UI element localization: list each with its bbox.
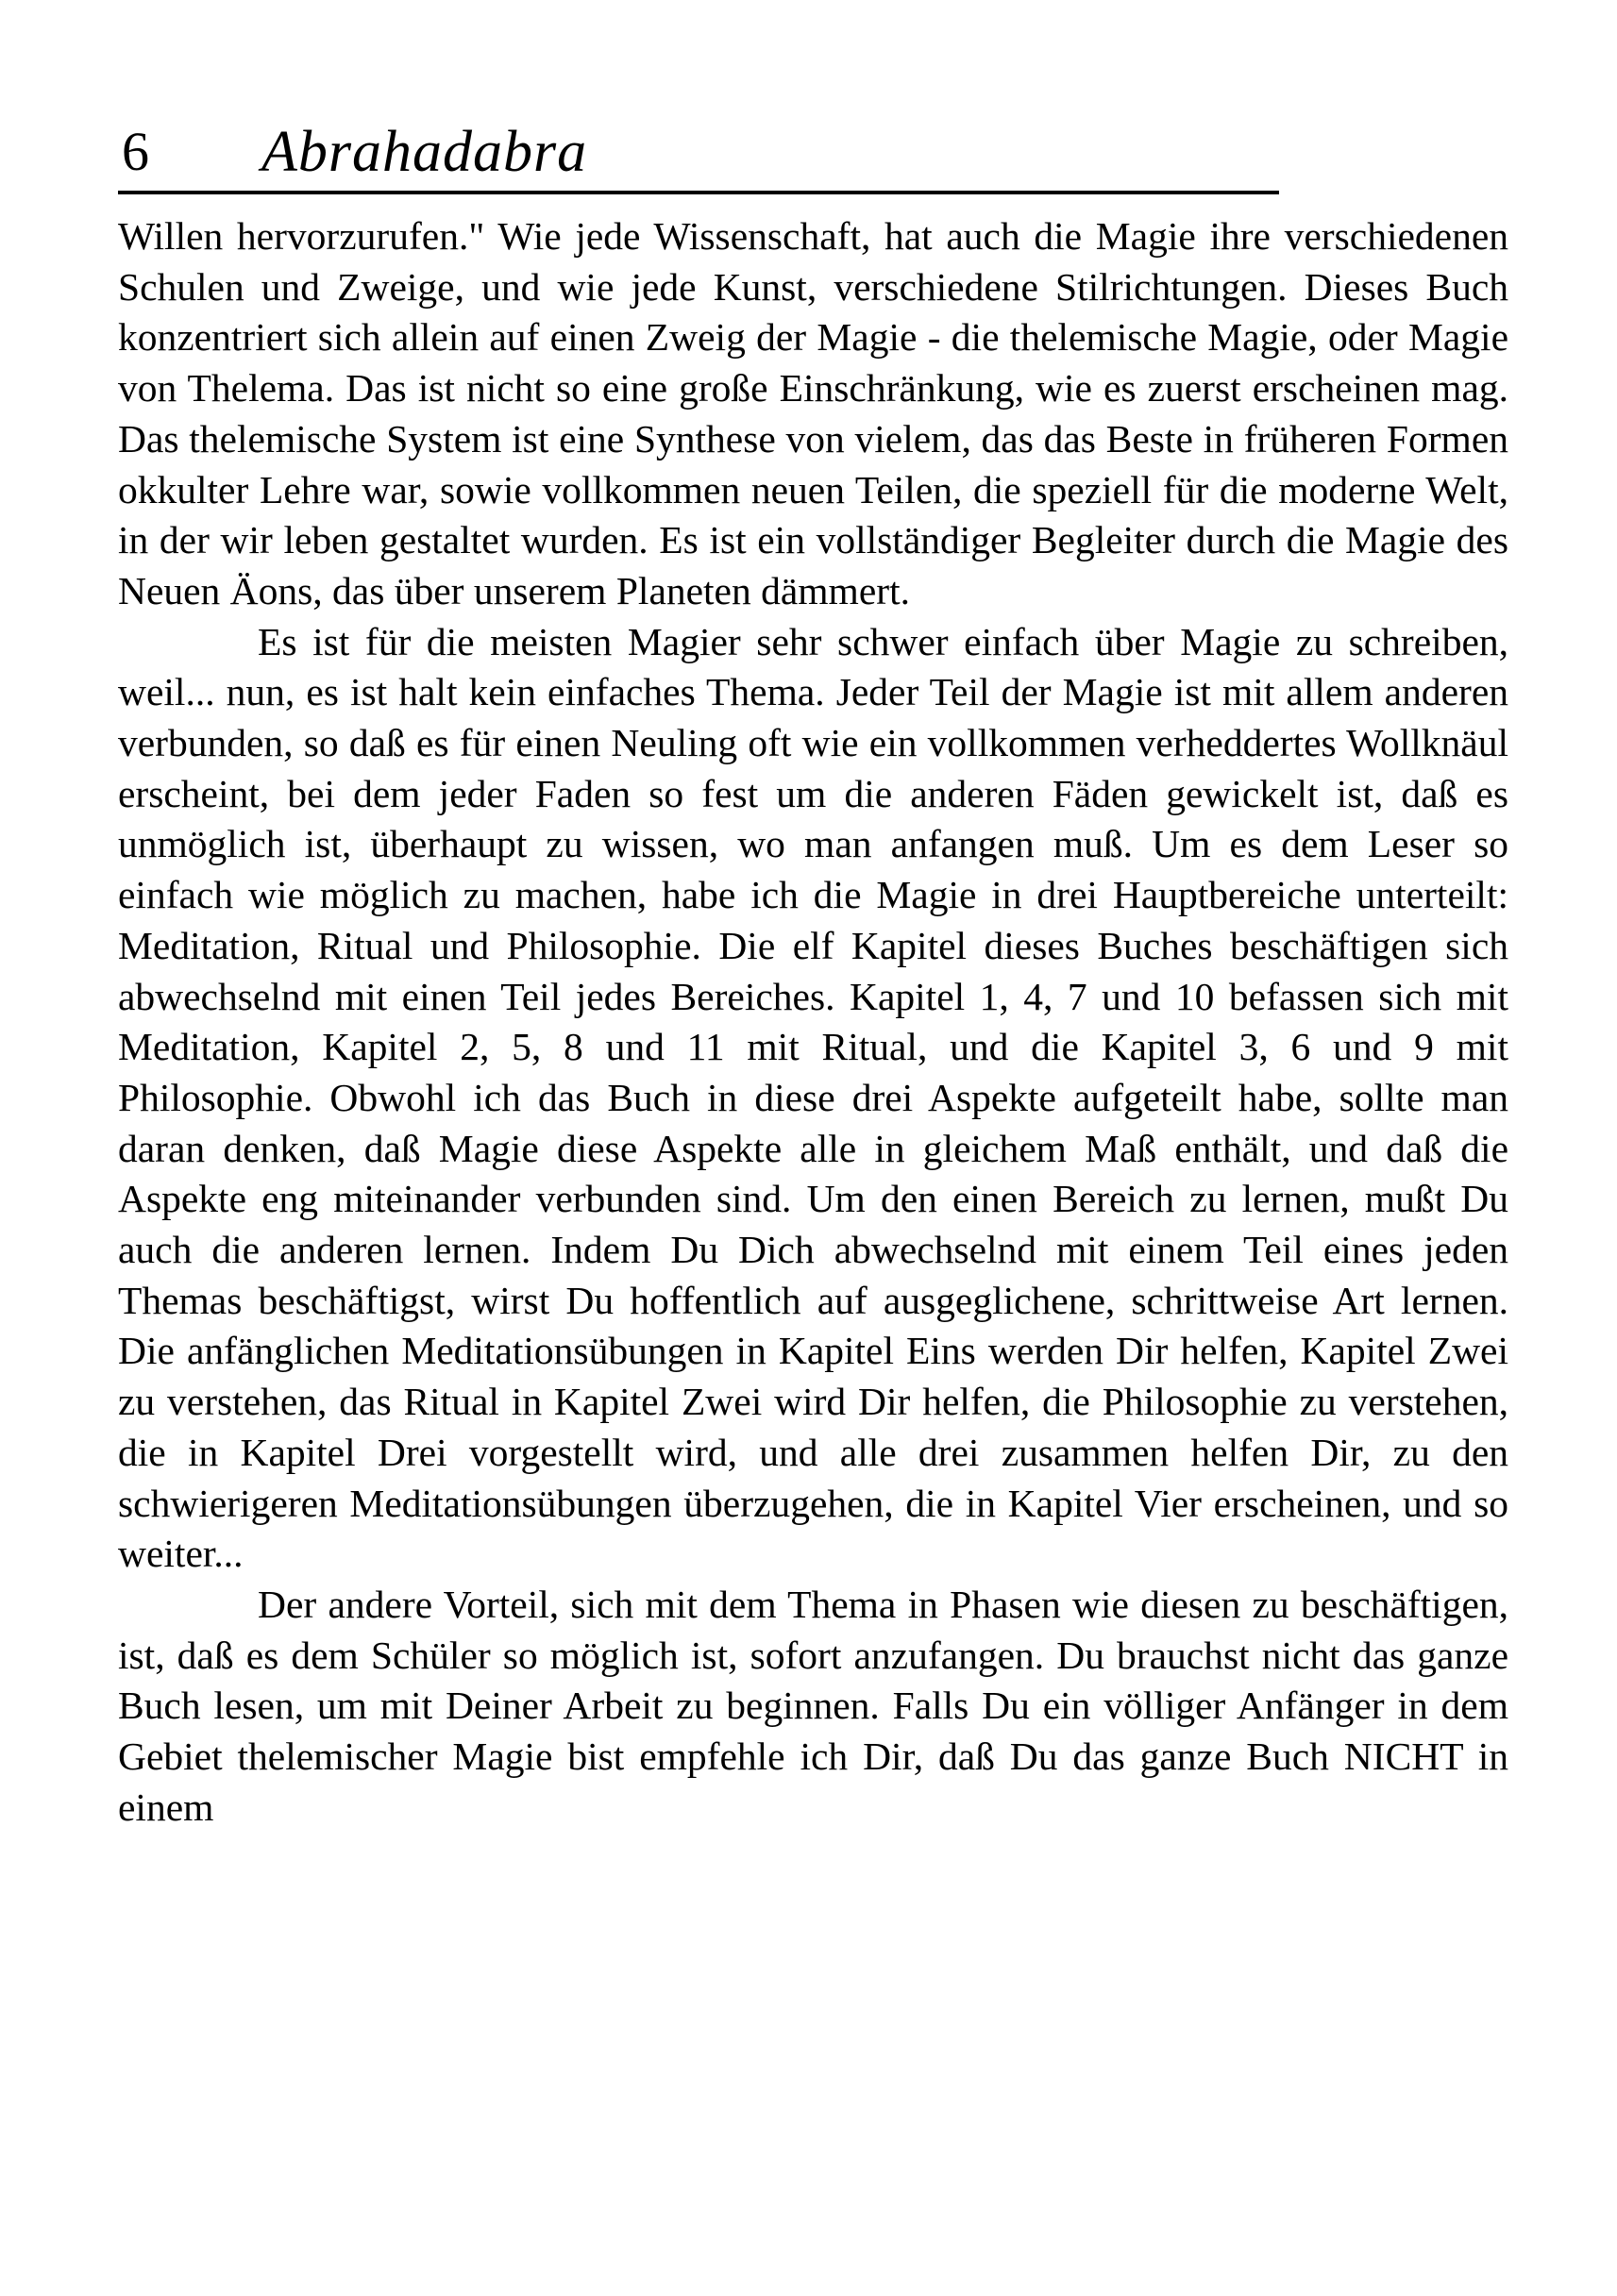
header-rule [118,191,1279,194]
page-header [118,111,1279,194]
paragraph-continued: Willen hervorzurufen." Wie jede Wissenschaft, hat auch die Magie ihre verschiedenen Schulen und Zweige, und wie jede Kunst, verschiedene Stilrichtungen. Dieses Buch konzentriert sich allein auf einen Zweig der Magie - die thelemische Magie, oder Magie von Thelema. Das ist nicht so eine große Einschränkung, wie es zuerst erscheinen mag. Das thelemische System ist eine Synthese von vielem, das das Beste in früheren Formen okkulter Lehre war, sowie vollkommen neuen Teilen, die speziell für die moderne Welt, in der wir leben gestaltet wurden. Es ist ein vollständiger Begleiter durch die Magie des Neuen Äons, das über unserem Planeten dämmert. [118,214,1508,612]
page-body [118,211,1508,1834]
paragraph: Es ist für die meisten Magier sehr schwer einfach über Magie zu schreiben, weil... nun, es ist halt kein einfaches Thema. Jeder Teil der Magie ist mit allem anderen verbunden, so daß es für einen Neuling oft wie ein vollkommen verheddertes Wollknäul erscheint, bei dem jeder Faden so fest um die anderen Fäden gewickelt ist, daß es unmöglich ist, überhaupt zu wissen, wo man anfangen muß. Um es dem Leser so einfach wie möglich zu machen, habe ich die Magie in drei Hauptbereiche unterteilt: Meditation, Ritual und Philosophie. Die elf Kapitel dieses Buches beschäftigen sich abwechselnd mit einen Teil jedes Bereiches. Kapitel 1, 4, 7 und 10 befassen sich mit Meditation, Kapitel 2, 5, 8 und 11 mit Ritual, und die Kapitel 3, 6 und 9 mit Philosophie. Obwohl ich das Buch in diese drei Aspekte aufgeteilt habe, sollte man daran denken, daß Magie diese Aspekte alle in gleichem Maß enthält, und daß die Aspekte eng miteinander verbunden sind. Um den einen Bereich zu lernen, mußt Du auch die anderen lernen. Indem Du Dich abwechselnd mit einem Teil eines jeden Themas beschäftigst, wirst Du hoffentlich auf ausgeglichene, schrittweise Art lernen. Die anfänglichen Meditationsübungen in Kapitel Eins werden Dir helfen, Kapitel Zwei zu verstehen, das Ritual in Kapitel Zwei wird Dir helfen, die Philosophie zu verstehen, die in Kapitel Drei vorgestellt wird, und alle drei zusammen helfen Dir, zu den schwierigeren Meditationsübungen überzugehen, die in Kapitel Vier erscheinen, und so weiter... [118,619,1508,1576]
running-title: Abrahadabra [261,120,588,184]
page-number: 6 [122,121,149,182]
paragraph: Der andere Vorteil, sich mit dem Thema in Phasen wie diesen zu beschäftigen, ist, daß es dem Schüler so möglich ist, sofort anzufangen. Du brauchst nicht das ganze Buch lesen, um mit Deiner Arbeit zu beginnen. Falls Du ein völliger Anfänger in dem Gebiet thelemischer Magie bist empfehle ich Dir, daß Du das ganze Buch NICHT in einem [118,1582,1508,1829]
